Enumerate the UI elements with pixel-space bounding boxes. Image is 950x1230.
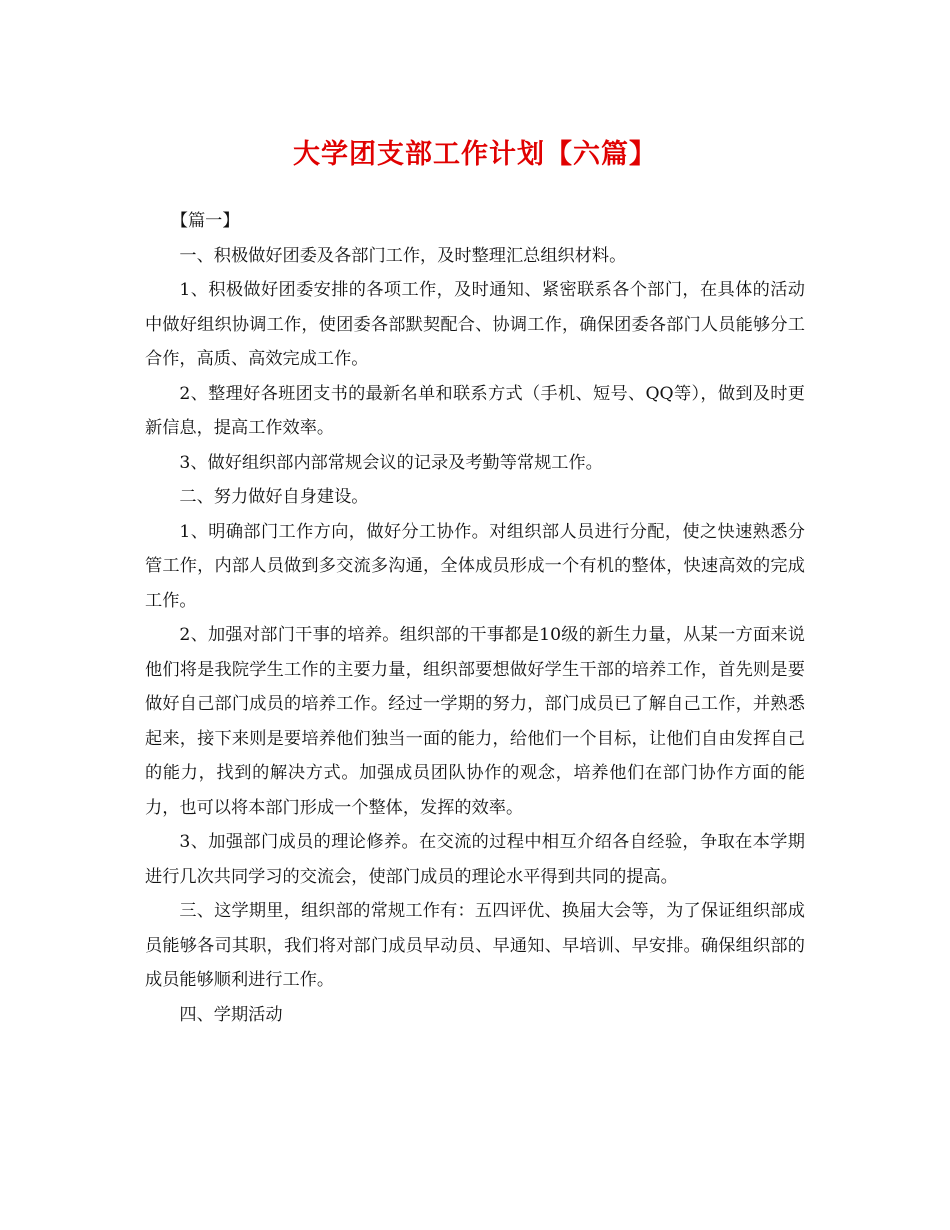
paragraph: 三、这学期里，组织部的常规工作有：五四评优、换届大会等，为了保证组织部成员能够各司其职，我们将对部门成员早动员、早通知、早培训、早安排。确保组织部的成员能够顺利进行工作。: [145, 901, 805, 990]
paragraph: 2、加强对部门干事的培养。组织部的干事都是10级的新生力量，从某一方面来说他们将是我院学生工作的主要力量，组织部要想做好学生干部的培养工作，首先则是要做好自己部门成员的培养工作。经过一学期的努力，部门成员已了解自己工作，并熟悉起来，接下来则是要培养他们独当一面的能力，给他们一个目标，让他们自由发挥自己的能力，找到的解决方式。加强成员团队协作的观念，培养他们在部门协作方面的能力，也可以将本部门形成一个整体，发挥的效率。: [145, 625, 805, 818]
document-title: 大学团支部工作计划【六篇】: [293, 139, 657, 170]
paragraph: 1、积极做好团委安排的各项工作，及时通知、紧密联系各个部门，在具体的活动中做好组织协调工作，使团委各部默契配合、协调工作，确保团委各部门人员能够分工合作，高质、高效完成工作。: [145, 280, 805, 369]
paragraph: 2、整理好各班团支书的最新名单和联系方式（手机、短号、QQ等），做到及时更新信息，提高工作效率。: [145, 383, 805, 438]
paragraph: 3、做好组织部内部常规会议的记录及考勤等常规工作。: [179, 452, 603, 473]
paragraph: 一、积极做好团委及各部门工作，及时整理汇总组织材料。: [179, 245, 627, 266]
paragraph: 四、学期活动: [179, 1004, 283, 1025]
document-body: [145, 204, 805, 1032]
paragraph: 3、加强部门成员的理论修养。在交流的过程中相互介绍各自经验，争取在本学期进行几次共同学习的交流会，使部门成员的理论水平得到共同的提高。: [145, 832, 805, 887]
paragraph: 二、努力做好自身建设。: [179, 487, 369, 507]
section-label: 【篇一】: [170, 211, 240, 231]
paragraph: 1、明确部门工作方向，做好分工协作。对组织部人员进行分配，使之快速熟悉分管工作，内部人员做到多交流多沟通，全体成员形成一个有机的整体，快速高效的完成工作。: [145, 521, 805, 611]
